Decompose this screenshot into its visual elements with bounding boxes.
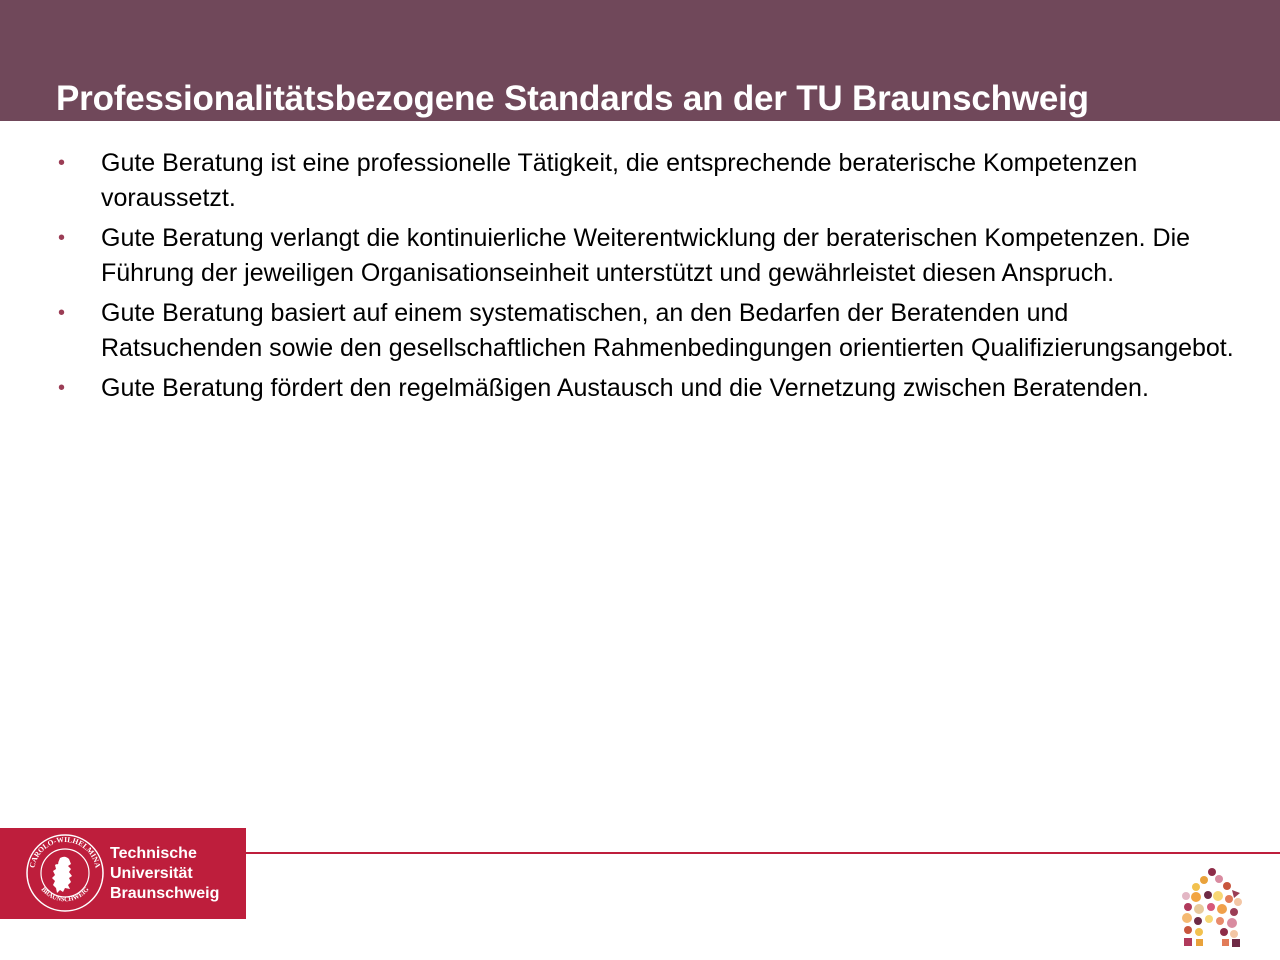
bullet-icon: • bbox=[58, 377, 66, 399]
list-item bbox=[56, 296, 1236, 366]
bullet-list bbox=[56, 146, 1236, 411]
bullet-icon: • bbox=[58, 152, 66, 174]
university-logo bbox=[0, 828, 246, 919]
logo-line: Technische bbox=[110, 845, 197, 862]
list-item bbox=[56, 146, 1236, 216]
bullet-text: Gute Beratung ist eine professionelle Tätigkeit, die entsprechende beraterische Kompetenzen voraussetzt. bbox=[101, 149, 1138, 212]
bullet-text: Gute Beratung fördert den regelmäßigen Austausch und die Vernetzung zwischen Beratenden. bbox=[101, 374, 1149, 402]
bullet-text: Gute Beratung verlangt die kontinuierliche Weiterentwicklung der beraterischen Kompetenzen. Die Führung der jeweiligen Organisationseinheit unterstützt und gewährleistet diesen Anspruch. bbox=[101, 224, 1191, 287]
university-name bbox=[110, 844, 219, 904]
slide-title: Professionalitätsbezogene Standards an der TU Braunschweig bbox=[56, 79, 1089, 118]
footer-divider bbox=[246, 852, 1280, 854]
bullet-icon: • bbox=[58, 302, 66, 324]
list-item bbox=[56, 371, 1236, 406]
svg-text:CAROLO-WILHELMINA: CAROLO-WILHELMINA bbox=[27, 834, 103, 869]
svg-text:BRAUNSCHWEIG: BRAUNSCHWEIG bbox=[39, 886, 91, 904]
logo-line: Universität bbox=[110, 865, 193, 882]
bullet-icon: • bbox=[58, 227, 66, 249]
logo-line: Braunschweig bbox=[110, 885, 220, 902]
university-seal-icon bbox=[24, 832, 106, 914]
list-item bbox=[56, 221, 1236, 291]
bullet-text: Gute Beratung basiert auf einem systematischen, an den Bedarfen der Beratenden und Ratsuchenden sowie den gesellschaftlichen Rahmenbedingungen orientierten Qualifizierungsangebot. bbox=[101, 299, 1234, 362]
mosaic-house-icon bbox=[1172, 866, 1252, 950]
